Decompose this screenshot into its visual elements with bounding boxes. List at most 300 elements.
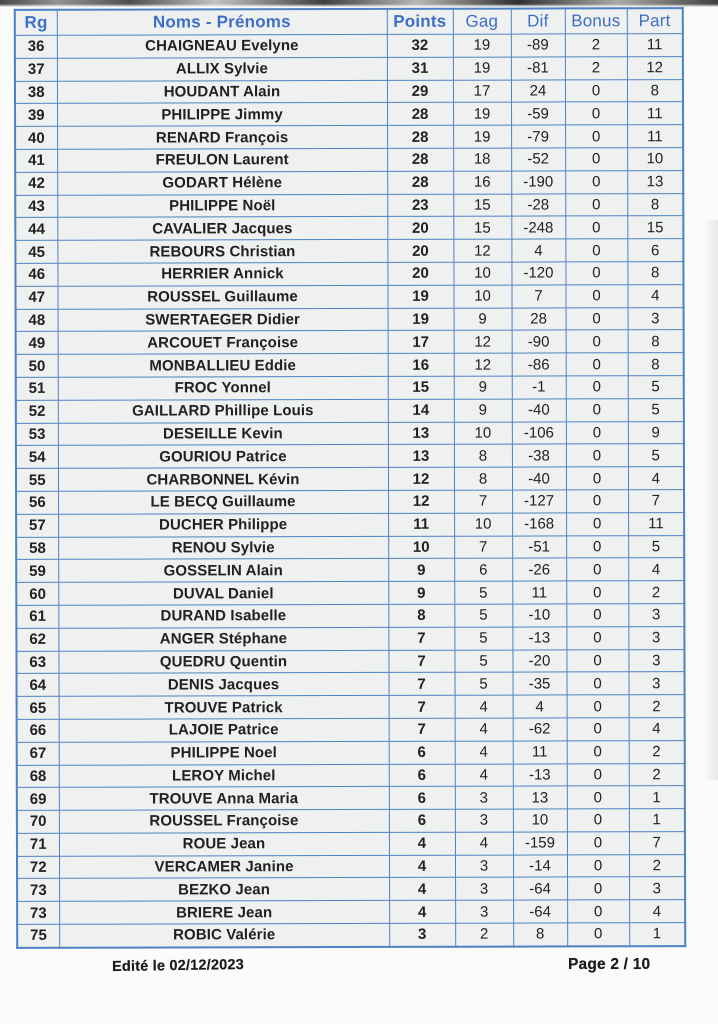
name-cell: REBOURS Christian (57, 240, 387, 264)
dif-cell: -168 (512, 513, 566, 536)
rg-cell: 65 (17, 696, 59, 719)
dif-cell: -26 (512, 558, 566, 581)
gag-cell: 4 (455, 832, 513, 855)
name-cell: CHAIGNEAU Evelyne (57, 34, 387, 58)
gag-cell: 9 (454, 376, 512, 399)
scan-shadow-artifact (702, 220, 718, 780)
dif-cell: -81 (511, 57, 565, 80)
part-cell: 3 (628, 604, 684, 627)
part-cell: 3 (629, 877, 685, 900)
gag-cell: 12 (454, 353, 512, 376)
bonus-cell: 0 (566, 513, 628, 536)
part-cell: 13 (627, 170, 683, 193)
table-row (15, 216, 683, 241)
points-cell: 6 (389, 764, 455, 787)
part-cell: 2 (629, 854, 685, 877)
points-cell: 6 (389, 809, 455, 832)
column-header-bonus: Bonus (565, 8, 627, 34)
table-row (17, 786, 685, 811)
name-cell: TROUVE Patrick (59, 696, 389, 720)
gag-cell: 4 (455, 718, 513, 741)
bonus-cell: 0 (567, 877, 629, 900)
gag-cell: 18 (453, 148, 511, 171)
scan-edge-artifact (0, 0, 718, 7)
part-cell: 5 (628, 376, 684, 399)
name-cell: RENARD François (57, 126, 387, 150)
gag-cell: 4 (455, 764, 513, 787)
dif-cell: -40 (512, 399, 566, 422)
part-cell: 3 (628, 626, 684, 649)
dif-cell: 11 (512, 581, 566, 604)
points-cell: 7 (389, 673, 455, 696)
table-row (16, 421, 684, 446)
name-cell: ROUE Jean (59, 832, 389, 856)
table-row (15, 193, 683, 218)
points-cell: 16 (388, 353, 454, 376)
name-cell: GOSSELIN Alain (58, 559, 388, 583)
bonus-cell: 0 (567, 695, 629, 718)
points-cell: 4 (389, 901, 455, 924)
gag-cell: 6 (454, 558, 512, 581)
part-cell: 1 (629, 786, 685, 809)
gag-cell: 9 (454, 399, 512, 422)
bonus-cell: 0 (567, 832, 629, 855)
gag-cell: 4 (455, 741, 513, 764)
rg-cell: 36 (15, 35, 57, 58)
rg-cell: 45 (15, 240, 57, 263)
name-cell: GODART Hélène (57, 171, 387, 195)
points-cell: 7 (388, 650, 454, 673)
name-cell: LAJOIE Patrice (59, 718, 389, 742)
name-cell: BRIERE Jean (59, 901, 389, 925)
points-cell: 7 (388, 627, 454, 650)
name-cell: GOURIOU Patrice (58, 445, 388, 469)
dif-cell: -35 (513, 672, 567, 695)
name-cell: ROBIC Valérie (59, 923, 389, 947)
gag-cell: 2 (455, 923, 513, 946)
gag-cell: 3 (455, 900, 513, 923)
part-cell: 4 (628, 467, 684, 490)
ranking-table (14, 7, 686, 949)
column-header-dif: Dif (511, 8, 565, 34)
points-cell: 7 (389, 695, 455, 718)
points-cell: 23 (387, 194, 453, 217)
points-cell: 28 (387, 103, 453, 126)
column-header-name: Noms - Prénoms (57, 9, 387, 35)
part-cell: 5 (628, 535, 684, 558)
dif-cell: -51 (512, 535, 566, 558)
part-cell: 2 (629, 740, 685, 763)
rg-cell: 75 (17, 924, 59, 947)
dif-cell: -64 (513, 877, 567, 900)
dif-cell: 24 (511, 80, 565, 103)
rg-cell: 58 (16, 537, 58, 560)
rg-cell: 70 (17, 810, 59, 833)
table-row (15, 148, 683, 173)
rg-cell: 55 (16, 468, 58, 491)
bonus-cell: 0 (567, 923, 629, 946)
dif-cell: 8 (513, 923, 567, 946)
bonus-cell: 0 (566, 626, 628, 649)
points-cell: 28 (387, 148, 453, 171)
name-cell: GAILLARD Phillipe Louis (58, 399, 388, 423)
name-cell: ARCOUET Françoise (58, 331, 388, 355)
rg-cell: 53 (16, 423, 58, 446)
name-cell: ROUSSEL Guillaume (57, 285, 387, 309)
bonus-cell: 0 (565, 79, 627, 102)
rg-cell: 37 (15, 58, 57, 81)
table-row (16, 490, 684, 515)
name-cell: ALLIX Sylvie (57, 57, 387, 81)
name-cell: DURAND Isabelle (58, 604, 388, 628)
table-row (17, 718, 685, 743)
points-cell: 13 (388, 445, 454, 468)
points-cell: 4 (389, 878, 455, 901)
dif-cell: -120 (511, 262, 565, 285)
bonus-cell: 2 (565, 57, 627, 80)
rg-cell: 51 (16, 377, 58, 400)
points-cell: 4 (389, 832, 455, 855)
bonus-cell: 0 (565, 171, 627, 194)
points-cell: 19 (387, 285, 453, 308)
rg-cell: 69 (17, 788, 59, 811)
points-cell: 14 (388, 399, 454, 422)
gag-cell: 19 (453, 125, 511, 148)
gag-cell: 12 (454, 330, 512, 353)
part-cell: 1 (629, 923, 685, 946)
name-cell: TROUVE Anna Maria (59, 787, 389, 811)
points-cell: 20 (387, 217, 453, 240)
points-cell: 6 (389, 741, 455, 764)
dif-cell: -28 (511, 194, 565, 217)
rg-cell: 44 (15, 218, 57, 241)
part-cell: 7 (628, 490, 684, 513)
dif-cell: 4 (511, 239, 565, 262)
part-cell: 11 (627, 34, 683, 57)
table-row (17, 900, 685, 925)
table-row (17, 923, 685, 948)
gag-cell: 5 (454, 581, 512, 604)
column-header-gag: Gag (453, 9, 511, 35)
rg-cell: 59 (16, 560, 58, 583)
part-cell: 2 (628, 581, 684, 604)
bonus-cell: 0 (565, 216, 627, 239)
part-cell: 6 (627, 239, 683, 262)
rg-cell: 57 (16, 514, 58, 537)
name-cell: CAVALIER Jacques (57, 217, 387, 241)
part-cell: 4 (629, 718, 685, 741)
part-cell: 5 (628, 398, 684, 421)
dif-cell: -190 (511, 171, 565, 194)
table-row (16, 535, 684, 560)
gag-cell: 3 (455, 786, 513, 809)
bonus-cell: 0 (565, 285, 627, 308)
name-cell: HERRIER Annick (57, 262, 387, 286)
table-row (16, 512, 684, 537)
bonus-cell: 0 (566, 604, 628, 627)
dif-cell: -52 (511, 148, 565, 171)
dif-cell: -64 (513, 900, 567, 923)
dif-cell: -127 (512, 490, 566, 513)
bonus-cell: 0 (565, 102, 627, 125)
gag-cell: 19 (453, 102, 511, 125)
rg-cell: 50 (16, 354, 58, 377)
rg-cell: 72 (17, 856, 59, 879)
gag-cell: 10 (454, 422, 512, 445)
points-cell: 19 (388, 308, 454, 331)
dif-cell: 13 (513, 786, 567, 809)
dif-cell: -14 (513, 855, 567, 878)
table-row (16, 581, 684, 606)
table-row (16, 307, 684, 332)
dif-cell: 10 (513, 809, 567, 832)
table-row (16, 604, 684, 629)
name-cell: HOUDANT Alain (57, 80, 387, 104)
bonus-cell: 0 (566, 490, 628, 513)
dif-cell: -13 (512, 627, 566, 650)
name-cell: LEROY Michel (59, 764, 389, 788)
points-cell: 28 (387, 171, 453, 194)
rg-cell: 46 (15, 263, 57, 286)
points-cell: 17 (388, 331, 454, 354)
table-row (15, 170, 683, 195)
table-row (17, 832, 685, 857)
bonus-cell: 0 (567, 718, 629, 741)
gag-cell: 17 (453, 80, 511, 103)
part-cell: 3 (628, 307, 684, 330)
rg-cell: 54 (16, 446, 58, 469)
part-cell: 3 (628, 649, 684, 672)
part-cell: 4 (628, 558, 684, 581)
part-cell: 9 (628, 421, 684, 444)
rg-cell: 62 (16, 628, 58, 651)
points-cell: 10 (388, 536, 454, 559)
table-row (15, 79, 683, 104)
part-cell: 1 (629, 809, 685, 832)
dif-cell: 11 (513, 741, 567, 764)
column-header-part: Part (627, 8, 683, 34)
name-cell: MONBALLIEU Eddie (58, 354, 388, 378)
gag-cell: 9 (454, 308, 512, 331)
rg-cell: 73 (17, 879, 59, 902)
bonus-cell: 0 (566, 467, 628, 490)
part-cell: 3 (629, 672, 685, 695)
bonus-cell: 0 (567, 809, 629, 832)
table-row (16, 626, 684, 651)
part-cell: 15 (627, 216, 683, 239)
rg-cell: 68 (17, 765, 59, 788)
bonus-cell: 0 (566, 558, 628, 581)
table-row (16, 353, 684, 378)
table-row (15, 34, 683, 59)
dif-cell: -106 (512, 421, 566, 444)
bonus-cell: 0 (566, 376, 628, 399)
bonus-cell: 0 (565, 239, 627, 262)
part-cell: 4 (627, 284, 683, 307)
rg-cell: 41 (15, 149, 57, 172)
bonus-cell: 0 (566, 399, 628, 422)
bonus-cell: 0 (565, 193, 627, 216)
gag-cell: 5 (454, 604, 512, 627)
gag-cell: 10 (453, 285, 511, 308)
points-cell: 3 (389, 923, 455, 946)
name-cell: PHILIPPE Noël (57, 194, 387, 218)
rg-cell: 43 (15, 195, 57, 218)
name-cell: LE BECQ Guillaume (58, 490, 388, 514)
bonus-cell: 0 (566, 649, 628, 672)
table-row (17, 763, 685, 788)
bonus-cell: 2 (565, 34, 627, 57)
header-row (15, 8, 683, 35)
points-cell: 7 (389, 718, 455, 741)
name-cell: BEZKO Jean (59, 878, 389, 902)
bonus-cell: 0 (566, 421, 628, 444)
part-cell: 11 (627, 125, 683, 148)
part-cell: 2 (629, 695, 685, 718)
table-row (16, 376, 684, 401)
bonus-cell: 0 (565, 125, 627, 148)
table-row (15, 102, 683, 127)
name-cell: FROC Yonnel (58, 376, 388, 400)
points-cell: 6 (389, 787, 455, 810)
table-row (16, 398, 684, 423)
name-cell: QUEDRU Quentin (58, 650, 388, 674)
name-cell: ROUSSEL Françoise (59, 809, 389, 833)
points-cell: 12 (388, 490, 454, 513)
part-cell: 12 (627, 56, 683, 79)
table-row (16, 330, 684, 355)
bonus-cell: 0 (567, 900, 629, 923)
bonus-cell: 0 (567, 740, 629, 763)
table-row (15, 284, 683, 309)
table-row (17, 695, 685, 720)
rg-cell: 61 (16, 605, 58, 628)
table-row (16, 444, 684, 469)
part-cell: 5 (628, 444, 684, 467)
rg-cell: 71 (17, 833, 59, 856)
name-cell: VERCAMER Janine (59, 855, 389, 879)
gag-cell: 19 (453, 57, 511, 80)
table-row (16, 558, 684, 583)
gag-cell: 3 (455, 809, 513, 832)
gag-cell: 5 (454, 650, 512, 673)
footer-page-number: Page 2 / 10 (568, 956, 651, 973)
rg-cell: 63 (16, 651, 58, 674)
table-row (15, 262, 683, 287)
dif-cell: -38 (512, 444, 566, 467)
points-cell: 9 (388, 581, 454, 604)
name-cell: SWERTAEGER Didier (58, 308, 388, 332)
bonus-cell: 0 (565, 148, 627, 171)
points-cell: 32 (387, 34, 453, 57)
gag-cell: 15 (453, 194, 511, 217)
gag-cell: 8 (454, 467, 512, 490)
column-header-points: Points (387, 9, 453, 35)
part-cell: 8 (628, 330, 684, 353)
dif-cell: -59 (511, 102, 565, 125)
gag-cell: 4 (455, 695, 513, 718)
rg-cell: 40 (15, 126, 57, 149)
table-row (15, 239, 683, 264)
part-cell: 11 (628, 512, 684, 535)
bonus-cell: 0 (566, 330, 628, 353)
name-cell: DUVAL Daniel (58, 582, 388, 606)
dif-cell: -13 (513, 763, 567, 786)
name-cell: RENOU Sylvie (58, 536, 388, 560)
dif-cell: -79 (511, 125, 565, 148)
points-cell: 9 (388, 559, 454, 582)
gag-cell: 3 (455, 855, 513, 878)
column-header-rg: Rg (15, 10, 57, 36)
name-cell: DUCHER Philippe (58, 513, 388, 537)
rg-cell: 64 (17, 674, 59, 697)
part-cell: 7 (629, 832, 685, 855)
rg-cell: 66 (17, 719, 59, 742)
gag-cell: 10 (453, 262, 511, 285)
part-cell: 10 (627, 148, 683, 171)
bonus-cell: 0 (567, 672, 629, 695)
name-cell: PHILIPPE Jimmy (57, 103, 387, 127)
points-cell: 8 (388, 604, 454, 627)
points-cell: 13 (388, 422, 454, 445)
dif-cell: 4 (513, 695, 567, 718)
ranking-table-container (14, 7, 684, 949)
footer-edited-date: Edité le 02/12/2023 (111, 956, 245, 976)
part-cell: 8 (627, 193, 683, 216)
table-row (17, 877, 685, 902)
dif-cell: -62 (513, 718, 567, 741)
dif-cell: -248 (511, 216, 565, 239)
dif-cell: -89 (511, 34, 565, 57)
bonus-cell: 0 (565, 262, 627, 285)
table-row (16, 649, 684, 674)
rg-cell: 52 (16, 400, 58, 423)
table-row (16, 467, 684, 492)
name-cell: CHARBONNEL Kévin (58, 468, 388, 492)
dif-cell: 7 (511, 285, 565, 308)
name-cell: PHILIPPE Noel (59, 741, 389, 765)
gag-cell: 3 (455, 878, 513, 901)
name-cell: ANGER Stéphane (58, 627, 388, 651)
gag-cell: 12 (453, 239, 511, 262)
gag-cell: 7 (454, 490, 512, 513)
bonus-cell: 0 (566, 353, 628, 376)
gag-cell: 15 (453, 216, 511, 239)
rg-cell: 60 (16, 582, 58, 605)
name-cell: FREULON Laurent (57, 148, 387, 172)
points-cell: 15 (388, 376, 454, 399)
rg-cell: 73 (17, 902, 59, 925)
part-cell: 2 (629, 763, 685, 786)
rg-cell: 56 (16, 491, 58, 514)
table-row (15, 56, 683, 81)
table-row (15, 125, 683, 150)
dif-cell: -90 (512, 330, 566, 353)
part-cell: 4 (629, 900, 685, 923)
table-row (17, 740, 685, 765)
part-cell: 8 (627, 79, 683, 102)
points-cell: 28 (387, 125, 453, 148)
rg-cell: 38 (15, 81, 57, 104)
rg-cell: 48 (16, 309, 58, 332)
dif-cell: -40 (512, 467, 566, 490)
points-cell: 12 (388, 467, 454, 490)
gag-cell: 5 (455, 672, 513, 695)
name-cell: DESEILLE Kevin (58, 422, 388, 446)
dif-cell: -1 (512, 376, 566, 399)
table-row (17, 854, 685, 879)
points-cell: 4 (389, 855, 455, 878)
